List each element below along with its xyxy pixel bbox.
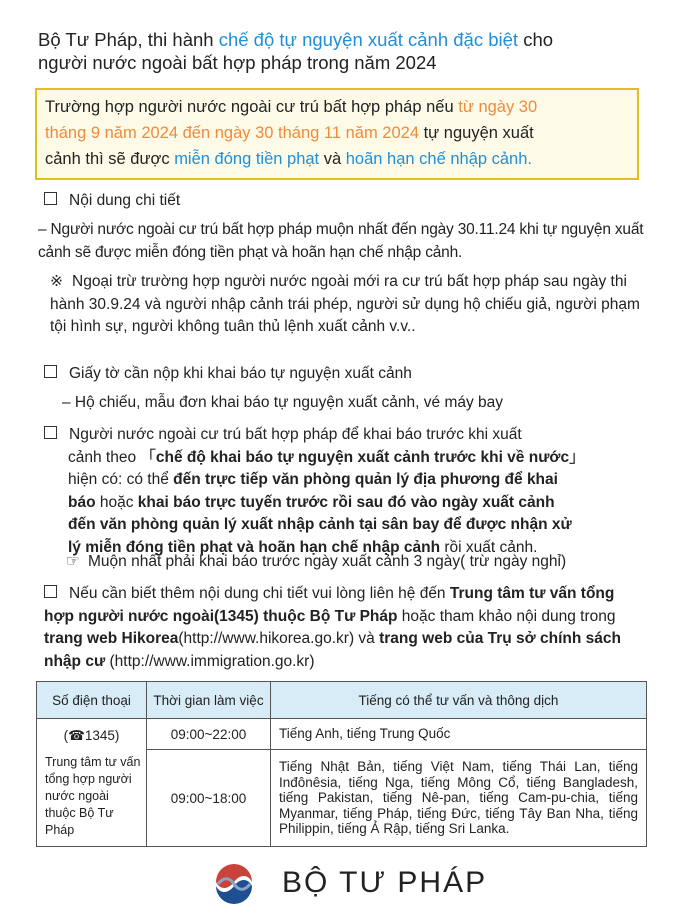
document-title — [38, 28, 658, 74]
callout-date: tháng 9 năm 2024 đến ngày 30 tháng 11 năm 2024 — [45, 124, 419, 142]
procedure-emphasis: đến trực tiếp văn phòng quản lý địa phương để khai — [173, 471, 558, 488]
title-line-2: người nước ngoài bất hợp pháp trong năm 2024 — [38, 52, 437, 73]
section-heading-details — [44, 190, 180, 212]
callout-text: và — [319, 150, 346, 168]
deadline-note — [66, 551, 646, 574]
title-part: Bộ Tư Pháp, thi hành — [38, 29, 219, 50]
hikorea-link: trang web Hikorea — [44, 630, 179, 647]
procedure-text: cảnh theo — [68, 448, 141, 466]
checkbox-icon — [44, 365, 57, 378]
details-bullet — [38, 219, 650, 264]
table-header-row — [37, 682, 647, 719]
contact-emphasis: Trung tâm tư vấn tổng hợp người nước ngoài(1345) thuộc Bộ Tư Pháp — [44, 585, 615, 625]
phone-description: Trung tâm tư vấn tổng hợp người nước ngoài thuộc Bộ Tư Pháp — [45, 754, 141, 837]
procedure-emphasis: đến văn phòng quản lý xuất nhập cảnh tại sân bay để được nhận xử — [68, 516, 572, 533]
contact-text: Nếu cần biết thêm nội dung chi tiết vui lòng liên hệ đến — [69, 585, 450, 602]
bullet-text: – Người nước ngoài cư trú bất hợp pháp muộn nhất đến ngày 30.11.24 khi tự nguyện xuất cảnh sẽ được miễn đóng tiền phạt và hoãn hạn chế nhập cảnh. — [38, 221, 644, 261]
checkbox-icon — [44, 426, 57, 439]
highlight-callout — [35, 88, 639, 180]
contact-table — [36, 681, 647, 847]
contact-text: (http://www.immigration.go.kr) — [105, 652, 315, 670]
callout-text: tự nguyện xuất — [419, 124, 534, 142]
callout-date: từ ngày 30 — [458, 98, 538, 116]
procedure-text: Người nước ngoài cư trú bất hợp pháp để khai báo trước khi xuất — [69, 426, 522, 443]
documents-text: – Hộ chiếu, mẫu đơn khai báo tự nguyện xuất cảnh, vé máy bay — [62, 394, 504, 411]
section-heading-text: Giấy tờ cần nộp khi khai báo tự nguyện xuất cảnh — [69, 365, 412, 382]
table-header: Tiếng có thể tư vấn và thông dịch — [271, 682, 647, 719]
callout-benefit: miễn đóng tiền phạt — [174, 150, 320, 168]
procedure-emphasis: 「chế độ khai báo tự nguyện xuất cảnh trước khi về nước」 — [140, 448, 585, 466]
procedure-paragraph — [44, 424, 648, 559]
pointing-hand-icon: ☞ — [66, 553, 80, 570]
ministry-emblem-icon — [212, 862, 256, 906]
reference-mark-icon: ※ — [50, 273, 63, 290]
callout-benefit: hoãn hạn chế nhập cảnh. — [345, 150, 532, 168]
phone-cell — [37, 719, 147, 847]
exception-note — [50, 271, 648, 339]
table-header: Số điện thoại — [37, 682, 147, 719]
table-header: Thời gian làm việc — [147, 682, 271, 719]
languages-cell: Tiếng Anh, tiếng Trung Quốc — [271, 719, 647, 750]
ministry-name: BỘ TƯ PHÁP — [282, 866, 488, 899]
title-highlight: chế độ tự nguyện xuất cảnh đặc biệt — [218, 29, 519, 50]
table-row — [37, 719, 647, 750]
contact-text: (http://www.hikorea.go.kr) và — [178, 630, 380, 647]
hours-cell: 09:00~22:00 — [147, 719, 271, 750]
checkbox-icon — [44, 585, 57, 598]
contact-text: hoặc tham khảo nội dung trong — [397, 607, 616, 625]
callout-text: cảnh thì sẽ được — [45, 150, 175, 168]
procedure-emphasis: khai báo trực tuyến trước rồi sau đó vào ngày xuất cảnh — [137, 493, 555, 511]
procedure-text: hoặc — [95, 493, 138, 511]
procedure-emphasis: lý miễn đóng tiền phạt và hoãn hạn chế nhập cảnh — [68, 538, 441, 556]
footer-branding — [212, 862, 532, 906]
immigration-link: trang web của Trụ sở chính sách nhập cư — [44, 630, 621, 670]
section-heading-text: Nội dung chi tiết — [69, 192, 181, 209]
deadline-text: Muộn nhất phải khai báo trước ngày xuất cảnh 3 ngày( trừ ngày nghỉ) — [88, 553, 567, 570]
documents-item — [62, 392, 652, 415]
procedure-text: rồi xuất cảnh. — [440, 538, 538, 556]
note-text: Ngoại trừ trường hợp người nước ngoài mới ra cư trú bất hợp pháp sau ngày thi hành 30.9.24 và người nhập cảnh trái phép, người sử dụng hộ chiếu giả, người phạm tội hình sự, người không tuân thủ lệnh xuất cảnh v.v.. — [50, 273, 640, 335]
procedure-text: hiện có: có thể — [68, 471, 174, 488]
checkbox-icon — [44, 192, 57, 205]
phone-number: (☎1345) — [63, 727, 120, 743]
title-part: cho — [518, 29, 554, 50]
procedure-emphasis: báo — [68, 493, 96, 511]
section-heading-documents — [44, 363, 412, 385]
callout-text: Trường hợp người nước ngoài cư trú bất hợp pháp nếu — [45, 98, 459, 116]
contact-paragraph — [44, 583, 648, 673]
languages-cell: Tiếng Nhật Bản, tiếng Việt Nam, tiếng Thái Lan, tiếng Inđônêsia, tiếng Nga, tiếng Mông Cổ, tiếng Bangladesh, tiếng Pakistan, tiếng Nê-pan, tiếng Cam-pu-chia, tiếng Myanmar, tiếng Pháp, tiếng Đức, tiếng Tây Ban Nha, tiếng Philippin, tiếng Ả Rập, tiếng Sri Lanka. — [271, 750, 647, 847]
hours-cell: 09:00~18:00 — [147, 750, 271, 847]
